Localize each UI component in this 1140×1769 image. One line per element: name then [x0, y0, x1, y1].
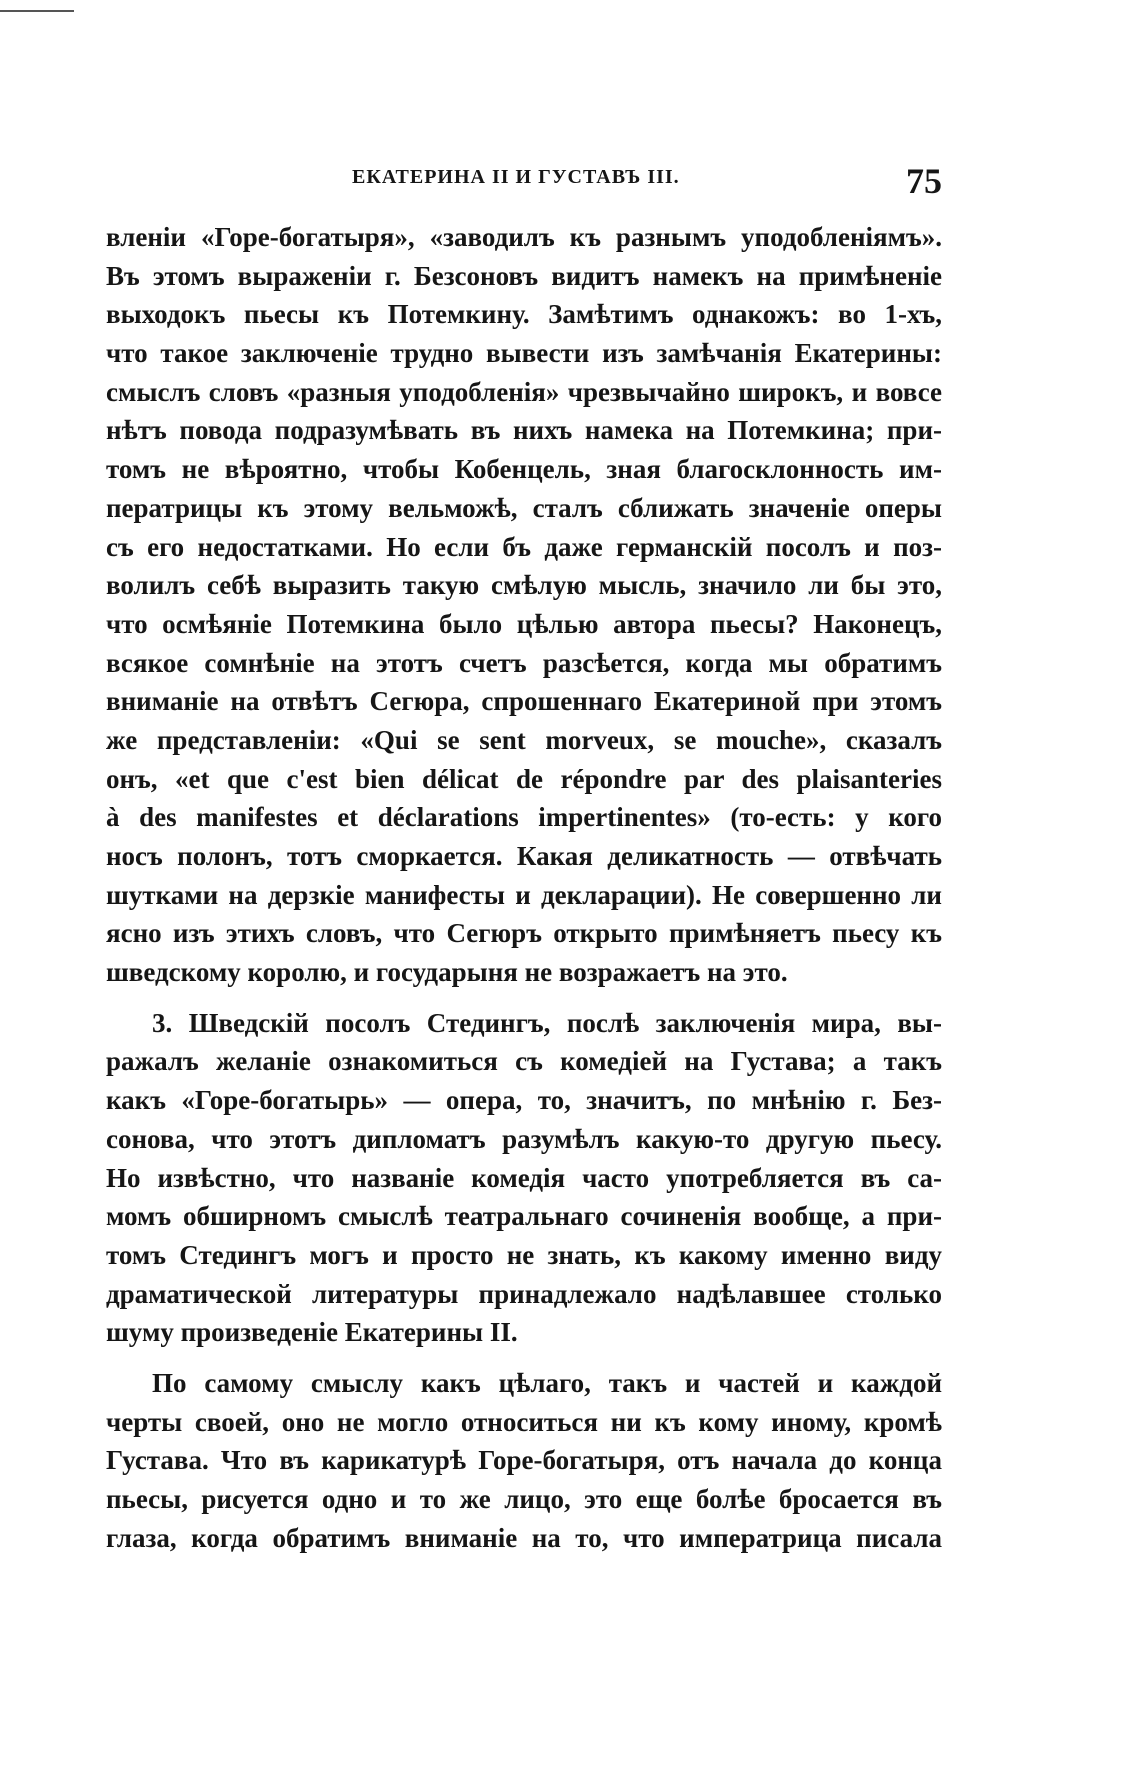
paragraph-2	[106, 1004, 942, 1352]
text-line: глаза, когда обратимъ вниманіе на то, что императрица писала	[106, 1522, 942, 1553]
text-line: По самому смыслу какъ цѣлаго, такъ и частей и каждой	[152, 1367, 942, 1398]
text-line: ясно изъ этихъ словъ, что Сегюръ открыто примѣняетъ пьесу къ	[106, 918, 942, 949]
text-line: вленіи «Горе-богатыря», «заводилъ къ разнымъ уподобленіямъ».	[106, 222, 942, 252]
text-line: шведскому королю, и государыня не возражаетъ на это.	[106, 957, 788, 988]
text-line: что осмѣяніе Потемкина было цѣлью автора пьесы? Наконецъ,	[106, 608, 942, 639]
text-line: Но извѣстно, что названіе комедія часто употребляется въ са-	[106, 1162, 942, 1193]
text-line: Густава. Что въ карикатурѣ Горе-богатыря, отъ начала до конца	[106, 1445, 942, 1476]
text-line: всякое сомнѣніе на этотъ счетъ разсѣется, когда мы обратимъ	[106, 647, 942, 678]
text-line: что такое заключеніе трудно вывести изъ замѣчанія Екатерины:	[106, 338, 942, 369]
page-number: 75	[906, 161, 942, 201]
text-line: пьесы, рисуется одно и то же лицо, это еще болѣе бросается въ	[106, 1484, 942, 1514]
top-edge-rule	[0, 10, 74, 12]
text-line: 3. Шведскій посолъ Стедингъ, послѣ заключенія мира, вы-	[152, 1007, 942, 1038]
text-line: ператрицы къ этому вельможѣ, сталъ сближать значеніе оперы	[106, 492, 942, 523]
text-line: à des manifestes et déclarations impertinentes» (то-есть: у кого	[106, 802, 942, 833]
paragraph-3	[106, 1364, 942, 1557]
text-line: сонова, что этотъ дипломатъ разумѣлъ какую-то другую пьесу.	[106, 1123, 942, 1154]
body-text	[106, 218, 942, 1557]
text-line: черты своей, оно не могло относиться ни къ кому иному, кромѣ	[106, 1406, 942, 1437]
running-head	[106, 160, 942, 200]
paragraph-1	[106, 218, 942, 992]
text-line: носъ полонъ, тотъ сморкается. Какая деликатность — отвѣчать	[106, 841, 942, 871]
text-line: Въ этомъ выраженіи г. Безсоновъ видитъ намекъ на примѣненіе	[106, 260, 942, 291]
text-line: волилъ себѣ выразить такую смѣлую мысль, значило ли бы это,	[106, 570, 942, 601]
text-line: момъ обширномъ смыслѣ театральнаго сочиненія вообще, а при-	[106, 1201, 942, 1232]
text-line: ражалъ желаніе ознакомиться съ комедіей на Густава; а такъ	[106, 1046, 942, 1077]
text-line: вниманіе на отвѣтъ Сегюра, спрошеннаго Екатериной при этомъ	[106, 686, 942, 717]
text-line: съ его недостатками. Но если бъ даже германскій посолъ и поз-	[106, 531, 942, 562]
text-line: драматической литературы принадлежало надѣлавшее столько	[106, 1278, 942, 1309]
text-line: шутками на дерзкіе манифесты и декларации). Не совершенно ли	[106, 879, 942, 910]
paragraph-gap	[106, 1352, 942, 1364]
text-line: же представленіи: «Qui se sent morveux, se mouche», сказалъ	[106, 724, 942, 755]
text-line: смыслъ словъ «разныя уподобленія» чрезвычайно широкъ, и вовсе	[106, 376, 942, 407]
text-line: шуму произведеніе Екатерины II.	[106, 1317, 518, 1348]
paragraph-gap	[106, 992, 942, 1004]
text-line: томъ Стедингъ могъ и просто не знать, къ какому именно виду	[106, 1239, 942, 1270]
running-title: ЕКАТЕРИНА II И ГУСТАВЪ III.	[352, 166, 680, 188]
text-line: какъ «Горе-богатырь» — опера, то, значитъ, по мнѣнію г. Без-	[106, 1085, 942, 1116]
text-line: нѣтъ повода подразумѣвать въ нихъ намека на Потемкина; при-	[106, 415, 942, 446]
text-line: онъ, «et que c'est bien délicat de répondre par des plaisanteries	[106, 763, 942, 794]
text-line: томъ не вѣроятно, чтобы Кобенцель, зная благосклонность им-	[106, 454, 942, 485]
text-line: выходокъ пьесы къ Потемкину. Замѣтимъ однакожъ: во 1-хъ,	[106, 299, 942, 330]
